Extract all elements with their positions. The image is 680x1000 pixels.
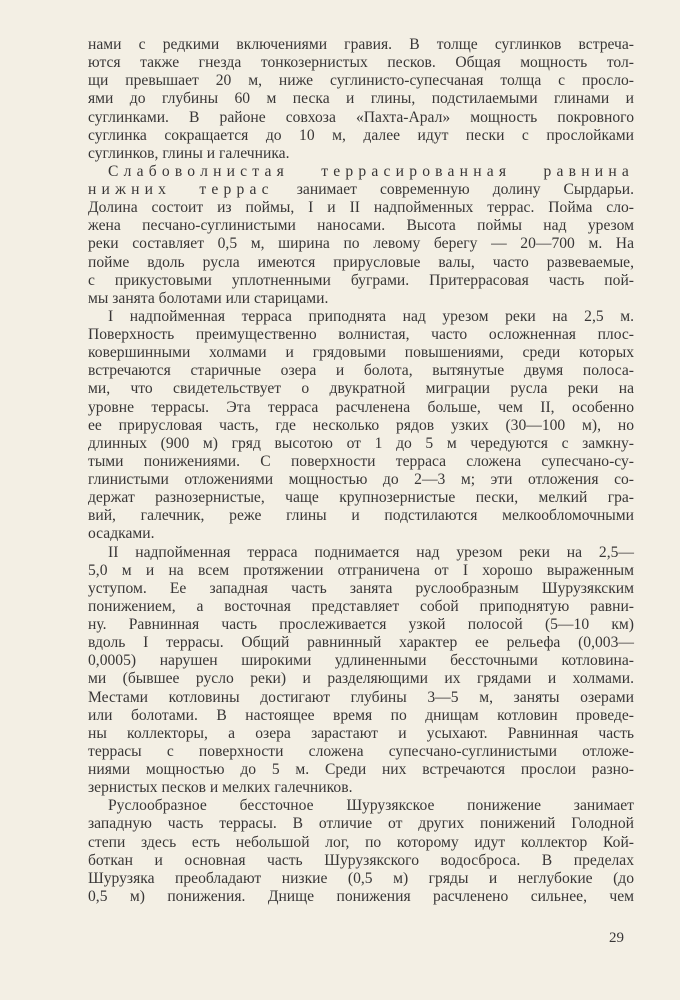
text-line: Поверхность преимущественно волнистая, часто осложненная плос- bbox=[88, 326, 634, 343]
body-text bbox=[88, 36, 634, 906]
text-line: суглинка сокращается до 10 м, далее идут пески с прослойками bbox=[88, 126, 634, 144]
text-line: Местами котловины достигают глубины 3—5 м, заняты озерами bbox=[88, 688, 634, 706]
text-line: уровне террасы. Эта терраса расчленена больше, чем II, особенно bbox=[88, 398, 634, 416]
text-line: суглинков, глины и галечника. bbox=[88, 144, 290, 162]
text-line: встречаются старичные озера и болота, вытянутые двумя полоса- bbox=[88, 362, 634, 380]
text-line: боткан и основная часть Шурузякского водосброса. В пределах bbox=[88, 851, 634, 869]
text-line: ми (бывшее русло реки) и разделяющими их грядами и холмами. bbox=[88, 670, 634, 688]
spaced-emphasis: Слабоволнистая террасированная равнина bbox=[108, 162, 634, 180]
text-line: ее прирусловая часть, где несколько рядов узких (30—100 м), но bbox=[88, 416, 634, 434]
text-line: вдоль I террасы. Общий равнинный характер ее рельефа (0,003— bbox=[88, 634, 634, 652]
text-line: ны коллекторы, а озера зарастают и усыхают. Равнинная часть bbox=[88, 724, 634, 742]
page-number: 29 bbox=[609, 930, 624, 946]
text-line: глинистыми отложениями мощностью до 2—3 м; эти отложения со- bbox=[88, 471, 634, 488]
paragraph bbox=[88, 544, 634, 798]
text-line: держат разнозернистые, чаще крупнозернистые пески, мелкий гра- bbox=[88, 489, 634, 507]
text-line: щи превышает 20 м, ниже суглинисто-супесчаная толща с просло- bbox=[88, 72, 634, 90]
text-line: Долина состоит из поймы, I и II надпойменных террас. Пойма сло- bbox=[88, 199, 634, 217]
text-line: уступом. Ее западная часть занята руслообразным Шурузякским bbox=[88, 579, 634, 597]
text-line: с прикустовыми уплотненными буграми. Притеррасовая часть пой- bbox=[88, 271, 634, 289]
paragraph bbox=[88, 163, 634, 308]
text-line: ковершинными холмами и грядовыми повышениями, среди которых bbox=[88, 344, 634, 362]
text-line: I надпойменная терраса приподнята над урезом реки на 2,5 м. bbox=[108, 307, 634, 325]
paragraph bbox=[88, 308, 634, 544]
text-line: мы занята болотами или старицами. bbox=[88, 289, 329, 307]
text-line: 0,0005) нарушен широкими удлиненными бессточными котловина- bbox=[88, 652, 634, 670]
text-line: понижением, а восточная представляет собой приподнятую равни- bbox=[88, 597, 634, 615]
text-line: II надпойменная терраса поднимается над урезом реки на 2,5— bbox=[108, 543, 634, 561]
text-line: ну. Равнинная часть прослеживается узкой полосой (5—10 км) bbox=[88, 616, 634, 633]
text-line: жена песчано-суглинистыми наносами. Высота поймы над урезом bbox=[88, 217, 634, 235]
text-line: реки составляет 0,5 м, ширина по левому берегу — 20—700 м. На bbox=[88, 235, 634, 253]
text-line: пойме вдоль русла имеются прирусловые валы, часто развеваемые, bbox=[88, 253, 634, 271]
text-line: Шурузяка преобладают низкие (0,5 м) гряды и неглубокие (до bbox=[88, 869, 634, 887]
text-line: или болотами. В настоящее время по днищам котловин проведе- bbox=[88, 706, 634, 724]
text-line: Руслообразное бессточное Шурузякское понижение занимает bbox=[108, 797, 634, 815]
text-line: осадками. bbox=[88, 525, 155, 543]
paragraph bbox=[88, 36, 634, 163]
text-line: тыми понижениями. С поверхности терраса сложена супесчано-су- bbox=[88, 452, 634, 470]
text-line: степи здесь есть небольшой лог, по которому идут коллектор Кой- bbox=[88, 833, 634, 851]
text-line: длинных (900 м) гряд высотою от 1 до 5 м чередуются с замкну- bbox=[88, 434, 634, 452]
text-line: ями до глубины 60 м песка и глины, подстилаемыми глинами и bbox=[88, 90, 634, 108]
text-line: зернистых песков и мелких галечников. bbox=[88, 779, 353, 797]
text-line: суглинками. В районе совхоза «Пахта-Арал» мощность покровного bbox=[88, 108, 634, 126]
text-line: 0,5 м) понижения. Днище понижения расчленено сильнее, чем bbox=[88, 887, 634, 905]
text-line bbox=[88, 163, 634, 181]
text-run: занимает современную долину Сырдарьи. bbox=[273, 181, 635, 198]
text-line: западную часть террасы. В отличие от других понижений Голодной bbox=[88, 815, 634, 833]
paragraph bbox=[88, 797, 634, 906]
text-line bbox=[88, 181, 634, 199]
text-line: ми, что свидетельствует о двукратной миграции русла реки на bbox=[88, 380, 634, 398]
text-line: террасы с поверхности сложена супесчано-суглинистыми отложе- bbox=[88, 742, 634, 760]
text-line: ются также гнезда тонкозернистых песков. Общая мощность тол- bbox=[88, 54, 634, 72]
text-line: 5,0 м и на всем протяжении отграничена от I хорошо выраженным bbox=[88, 561, 634, 579]
spaced-emphasis: нижних террас bbox=[88, 181, 274, 198]
text-line: вий, галечник, реже глины и подстилаются мелкообломочными bbox=[88, 507, 634, 525]
text-line: ниями мощностью до 5 м. Среди них встречаются прослои разно- bbox=[88, 761, 634, 778]
text-line: нами с редкими включениями гравия. В толще суглинков встреча- bbox=[88, 36, 634, 53]
